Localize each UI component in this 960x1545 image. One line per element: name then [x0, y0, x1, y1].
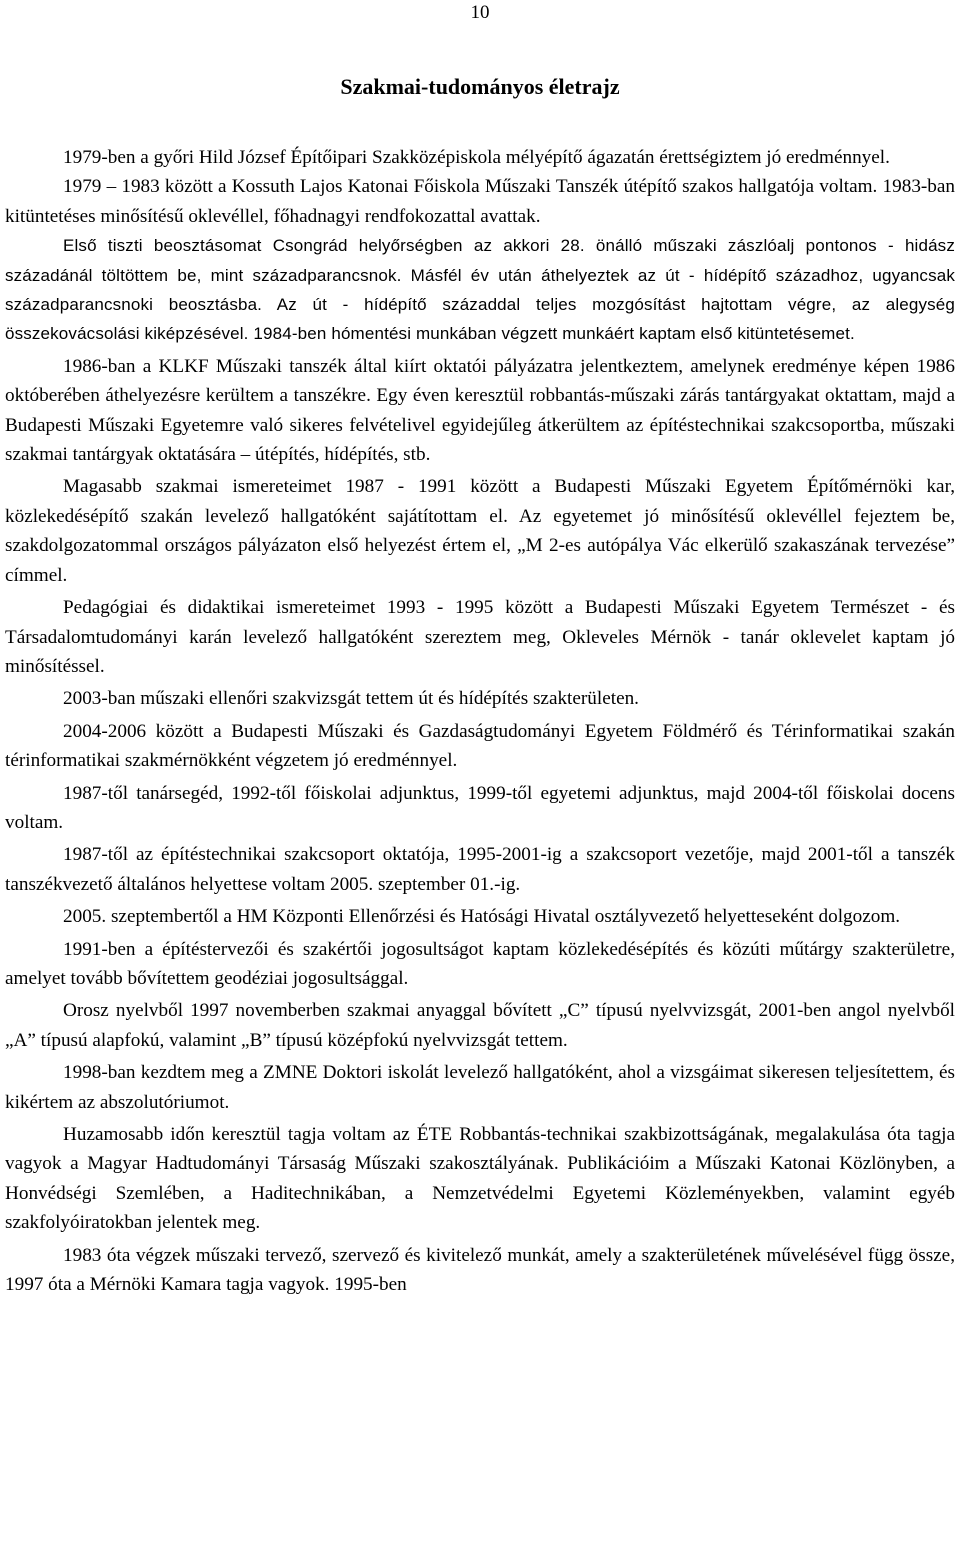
paragraph-design-licence: 1991-ben a építéstervezői és szakértői jogosultságot kaptam közlekedésépítés és közúti műtárgy szakterületre, amelyet tovább bővítettem geodéziai jogosultsággal. [5, 938, 955, 989]
paragraph-inspector-exam: 2003-ban műszaki ellenőri szakvizsgát tettem út és hídépítés szakterületen. [63, 688, 639, 710]
page-title: Szakmai-tudományos életrajz [340, 74, 620, 99]
paragraph-academic-ranks: 1987-től tanársegéd, 1992-től főiskolai adjunktus, 1999-től egyetemi adjunktus, majd 2004-től főiskolai docens voltam. [5, 782, 955, 833]
paragraph-teaching-appointment: 1986-ban a KLKF Műszaki tanszék által kiírt oktatói pályázatra jelentkeztem, amelynek eredménye képen 1986 októberében áthelyezésre kerültem a tanszékre. Egy éven keresztül robbantás-műszaki zárás tantárgyakat oktattam, majd a Budapesti Műszaki Egyetemre való sikeres felvételivel egyidejűleg átkerültem az építéstechnikai szakcsoportba, műszaki szakmai tantárgyak oktatására – útépítés, hídépítés, stb. [5, 355, 955, 466]
paragraph-memberships: Huzamosabb időn keresztül tagja voltam az ÉTE Robbantás-technikai szakbizottságának, megalakulása óta tagja vagyok a Magyar Hadtudományi Társaság Műszaki szakosztályának. Publikációim a Műszaki Katonai Közlönyben, a Honvédségi Szemlében, a Haditechnikában, a Nemzetvédelmi Egyetemi Közleményekben, valamint egyéb szakfolyóiratokban jelentek meg. [5, 1124, 955, 1234]
paragraph-first-posting: Első tiszti beosztásomat Csongrád helyőrségben az akkori 28. önálló műszaki zászlóalj pontonos - hidász századánál töltöttem be, mint századparancsnok. Másfél év után áthelyeztek az út - hídépítő századhoz, ugyancsak századparancsnoki beosztásba. Az út - hídépítő századdal teljes mozgósítást hajtottam végre, az alegység összekovácsolási kiképzésével. 1984-ben hómentési munkában végzett munkáért kaptam első kitüntetésemet. [5, 236, 955, 344]
paragraph-pedagogical-studies: Pedagógiai és didaktikai ismereteimet 1993 - 1995 között a Budapesti Műszaki Egyetem Természet - és Társadalomtudományi karán levelező hallgatóként szereztem meg, Okleveles Mérnök - tanár oklevelet kaptam jó minősítéssel. [5, 597, 955, 677]
document-body [5, 143, 955, 1299]
paragraph-doctoral-school: 1998-ban kezdtem meg a ZMNE Doktori iskolát levelező hallgatóként, ahol a vizsgáimat sikeresen teljesítettem, és kikértem az abszolutóriumot. [5, 1062, 955, 1113]
paragraph-secondary-school: 1979-ben a győri Hild József Építőipari Szakközépiskola mélyépítő ágazatán érettségiztem jó eredménnyel. [63, 147, 890, 168]
paragraph-university-studies: Magasabb szakmai ismereteimet 1987 - 1991 között a Budapesti Műszaki Egyetem Építőmérnöki kar, közlekedésépítő szakán levelező hallgatóként sajátítottam el. Az egyetemet jó minősítésű oklevéllel fejeztem be, szakdolgozatommal országos pályázaton első helyezést értem el, „M 2-es autópálya Vác elkerülő szakaszának tervezése” címmel. [5, 476, 955, 586]
paragraph-gis-engineer: 2004-2006 között a Budapesti Műszaki és Gazdaságtudományi Egyetem Földmérő és Térinformatikai szakán térinformatikai szakmérnökként végzetem jó eredménnyel. [5, 720, 955, 772]
page-number: 10 [470, 2, 490, 23]
paragraph-military-college: 1979 – 1983 között a Kossuth Lajos Katonai Főiskola Műszaki Tanszék útépítő szakos hallgatója voltam. 1983-ban kitüntetéses minősítésű oklevéllel, főhadnagyi rendfokozattal avattak. [5, 176, 955, 227]
paragraph-engineering-work: 1983 óta végzek műszaki tervező, szervező és kivitelező munkát, amely a szakterületének művelésével függ össze, 1997 óta a Mérnöki Kamara tagja vagyok. 1995-ben [5, 1244, 955, 1296]
paragraph-current-position: 2005. szeptembertől a HM Központi Ellenőrzési és Hatósági Hivatal osztályvezető helyetteseként dolgozom. [63, 906, 901, 928]
paragraph-language-exams: Orosz nyelvből 1997 novemberben szakmai anyaggal bővített „C” típusú nyelvvizsgát, 2001-ben angol nyelvből „A” típusú alapfokú, valamint „B” típusú középfokú nyelvvizsgát tettem. [5, 1000, 955, 1051]
paragraph-group-leadership: 1987-től az építéstechnikai szakcsoport oktatója, 1995-2001-ig a szakcsoport vezetője, majd 2001-től a tanszék tanszékvezető általános helyettese voltam 2005. szeptember 01.-ig. [5, 844, 955, 895]
